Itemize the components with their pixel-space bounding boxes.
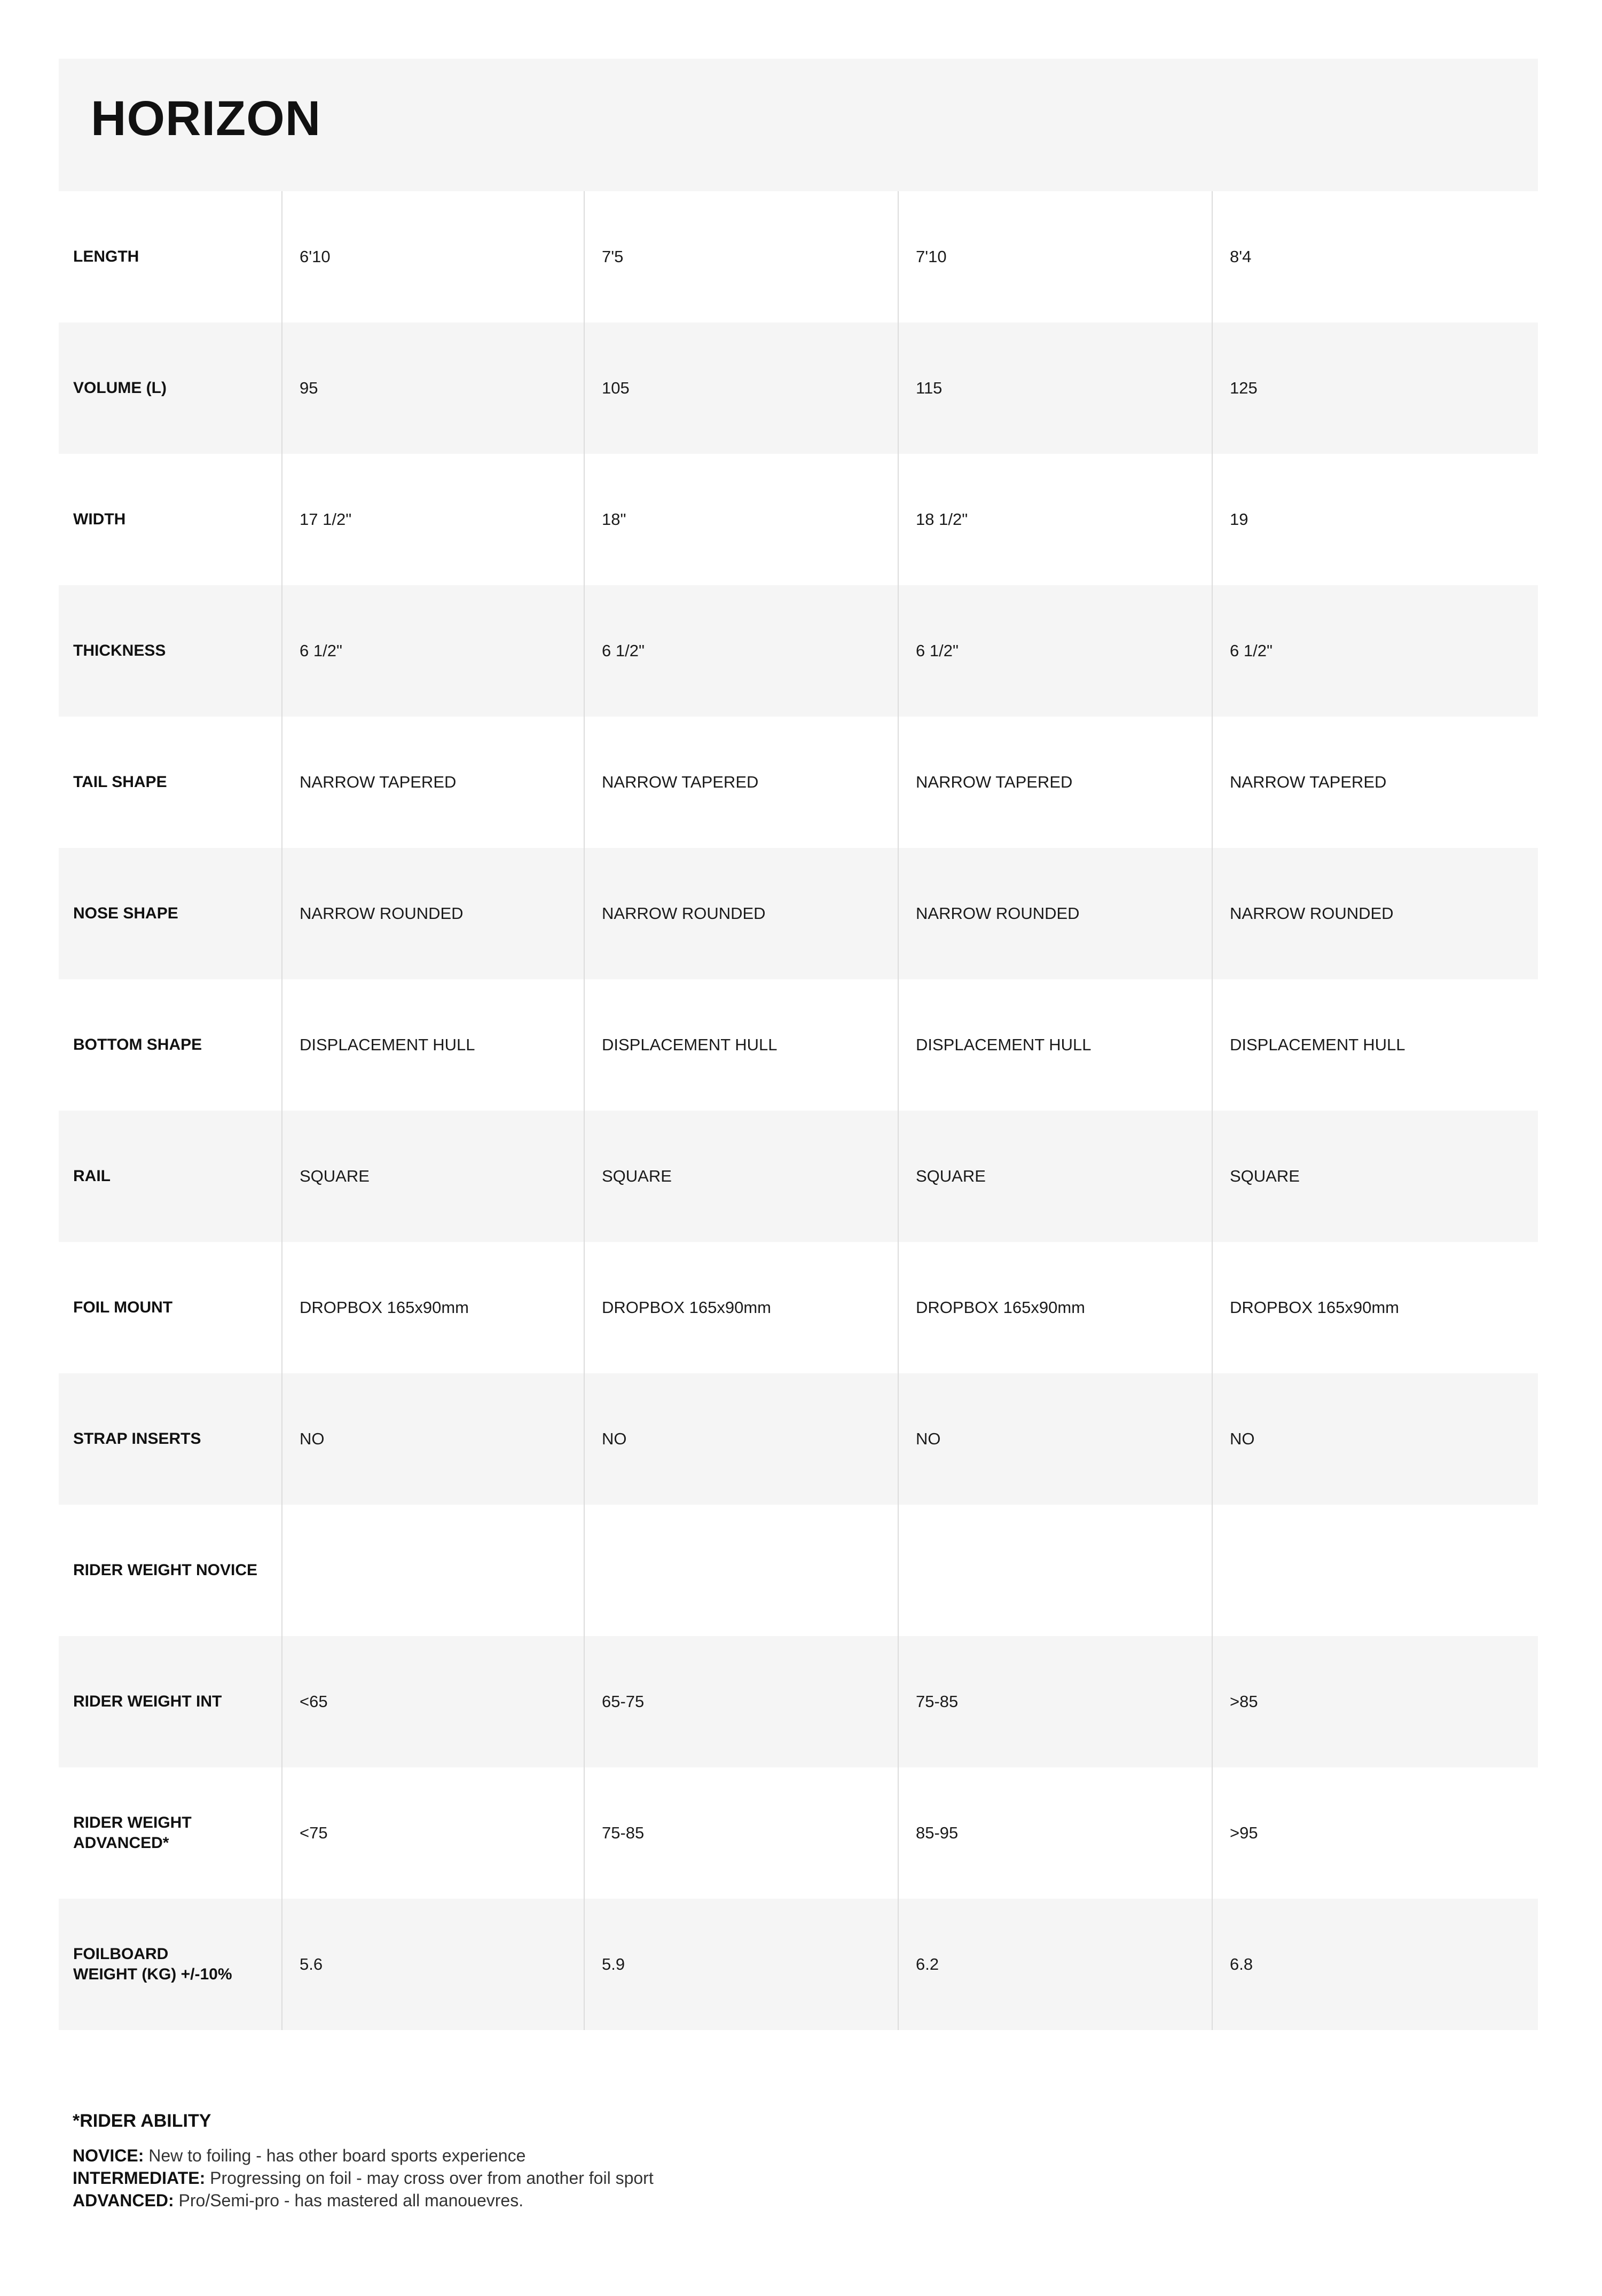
row-label: BOTTOM SHAPE: [73, 1036, 202, 1053]
table-row: [59, 848, 1538, 979]
row-label: FOIL MOUNT: [73, 1299, 173, 1316]
legend-item-novice: [73, 2144, 1461, 2167]
table-cell: 65-75: [584, 1636, 898, 1767]
table-cell: 7'5: [584, 191, 898, 323]
table-cell: 6 1/2": [584, 585, 898, 717]
legend-title: *RIDER ABILITY: [73, 2111, 211, 2131]
row-label: STRAP INSERTS: [73, 1430, 201, 1448]
row-label: THICKNESS: [73, 642, 166, 659]
table-row: [59, 717, 1538, 848]
table-cell: [584, 1505, 898, 1636]
table-cell: 17 1/2": [282, 454, 584, 585]
table-cell: SQUARE: [584, 1111, 898, 1242]
row-label: WIDTH: [73, 510, 126, 528]
legend-term: ADVANCED:: [73, 2191, 174, 2210]
page-title: HORIZON: [91, 91, 321, 146]
table-cell: DROPBOX 165x90mm: [282, 1242, 584, 1373]
legend-text: Progressing on foil - may cross over from another foil sport: [205, 2168, 654, 2188]
table-row: [59, 191, 1538, 323]
table-row: [59, 1242, 1538, 1373]
row-label: RAIL: [73, 1167, 111, 1185]
legend-item-intermediate: [73, 2167, 1461, 2189]
table-row: [59, 1899, 1538, 2030]
table-cell: SQUARE: [898, 1111, 1212, 1242]
row-label-line: FOILBOARD: [73, 1945, 169, 1963]
table-row: [59, 1505, 1538, 1636]
table-cell: 8'4: [1212, 191, 1538, 323]
table-cell: DROPBOX 165x90mm: [1212, 1242, 1538, 1373]
table-cell: NO: [282, 1373, 584, 1505]
table-cell: 6 1/2": [1212, 585, 1538, 717]
table-cell: DISPLACEMENT HULL: [898, 979, 1212, 1111]
table-cell: 75-85: [584, 1767, 898, 1899]
table-cell: 6.2: [898, 1899, 1212, 2030]
table-cell: 85-95: [898, 1767, 1212, 1899]
legend-text: Pro/Semi-pro - has mastered all manouevres.: [174, 2191, 524, 2210]
row-label-line: ADVANCED*: [73, 1834, 169, 1852]
rider-ability-legend: [73, 2109, 1461, 2212]
table-cell: >95: [1212, 1767, 1538, 1899]
table-cell: 95: [282, 323, 584, 454]
legend-term: NOVICE:: [73, 2146, 144, 2165]
table-cell: 7'10: [898, 191, 1212, 323]
table-cell: 5.6: [282, 1899, 584, 2030]
table-cell: 105: [584, 323, 898, 454]
table-cell: NO: [898, 1373, 1212, 1505]
table-cell: [1212, 1505, 1538, 1636]
table-row: [59, 1767, 1538, 1899]
legend-item-advanced: [73, 2189, 1461, 2212]
header-band: [59, 59, 1538, 191]
table-cell: <65: [282, 1636, 584, 1767]
row-label: [59, 1899, 282, 2030]
table-cell: 6 1/2": [282, 585, 584, 717]
table-cell: NARROW ROUNDED: [282, 848, 584, 979]
table-cell: 18": [584, 454, 898, 585]
table-cell: NARROW ROUNDED: [1212, 848, 1538, 979]
table-cell: 6.8: [1212, 1899, 1538, 2030]
table-cell: NARROW TAPERED: [584, 717, 898, 848]
row-label: RIDER WEIGHT NOVICE: [73, 1561, 258, 1579]
row-label-line: WEIGHT (KG) +/-10%: [73, 1965, 232, 1983]
table-cell: NARROW TAPERED: [1212, 717, 1538, 848]
table-cell: SQUARE: [1212, 1111, 1538, 1242]
table-cell: NO: [584, 1373, 898, 1505]
table-cell: 75-85: [898, 1636, 1212, 1767]
table-cell: DISPLACEMENT HULL: [1212, 979, 1538, 1111]
table-cell: NARROW TAPERED: [282, 717, 584, 848]
table-row: [59, 585, 1538, 717]
row-label: VOLUME (L): [73, 379, 167, 397]
table-row: [59, 1373, 1538, 1505]
legend-text: New to foiling - has other board sports experience: [144, 2146, 526, 2165]
table-cell: 6 1/2": [898, 585, 1212, 717]
table-cell: >85: [1212, 1636, 1538, 1767]
table-row: [59, 1636, 1538, 1767]
table-cell: DROPBOX 165x90mm: [584, 1242, 898, 1373]
table-cell: DROPBOX 165x90mm: [898, 1242, 1212, 1373]
table-cell: <75: [282, 1767, 584, 1899]
table-cell: 115: [898, 323, 1212, 454]
table-cell: DISPLACEMENT HULL: [282, 979, 584, 1111]
row-label: RIDER WEIGHT INT: [73, 1693, 222, 1710]
table-cell: NARROW TAPERED: [898, 717, 1212, 848]
table-cell: 19: [1212, 454, 1538, 585]
table-row: [59, 979, 1538, 1111]
table-row: [59, 454, 1538, 585]
table-cell: 6'10: [282, 191, 584, 323]
spec-table: [59, 191, 1538, 2030]
row-label: NOSE SHAPE: [73, 905, 178, 922]
table-cell: NARROW ROUNDED: [584, 848, 898, 979]
table-cell: [282, 1505, 584, 1636]
row-label-line: RIDER WEIGHT: [73, 1814, 192, 1831]
table-cell: 18 1/2": [898, 454, 1212, 585]
table-cell: 125: [1212, 323, 1538, 454]
table-cell: NO: [1212, 1373, 1538, 1505]
table-cell: 5.9: [584, 1899, 898, 2030]
table-row: [59, 1111, 1538, 1242]
table-cell: NARROW ROUNDED: [898, 848, 1212, 979]
table-row: [59, 323, 1538, 454]
row-label: LENGTH: [73, 248, 139, 265]
table-cell: DISPLACEMENT HULL: [584, 979, 898, 1111]
row-label: TAIL SHAPE: [73, 773, 167, 791]
row-label: [59, 1767, 282, 1899]
legend-term: INTERMEDIATE:: [73, 2168, 206, 2188]
table-cell: [898, 1505, 1212, 1636]
table-cell: SQUARE: [282, 1111, 584, 1242]
